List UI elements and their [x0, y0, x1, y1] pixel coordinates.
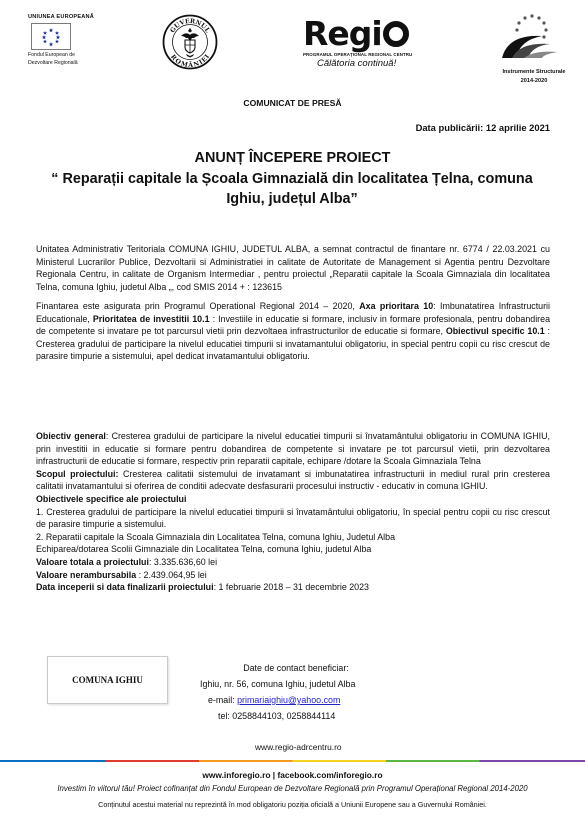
beneficiary-logo-box: COMUNA IGHIU	[47, 656, 168, 704]
press-release-label: COMUNICAT DE PRESĂ	[243, 98, 342, 108]
eu-logo	[28, 14, 106, 67]
project-title: “ Reparații capitale la Școala Gimnazială din localitatea Țelna, comuna Ighiu, județul Alba”	[51, 171, 533, 207]
instr-caption-2: 2014-2020	[520, 77, 548, 84]
total-value: Valoare totala a proiectului: 3.335.636,60 lei	[36, 556, 218, 567]
email-link[interactable]: primariaighiu@yahoo.com	[237, 695, 341, 705]
footer-links[interactable]: www.inforegio.ro | facebook.com/inforegio.ro	[202, 770, 383, 780]
regio-slogan: Călătoria continuă!	[317, 58, 397, 69]
footer-color-band	[0, 760, 585, 762]
contact-email-row: e-mail: primariaighiu@yahoo.com	[208, 695, 341, 705]
eu-logo-title: UNIUNEA EUROPEANĂ	[28, 14, 94, 20]
intro-paragraph: Unitatea Administrativ Teritoriala COMUNA IGHIU, JUDETUL ALBA, a semnat contractul de finantare nr. 6774 / 22.03.2021 cu Ministerul Lucrarilor Publice, Dezvoltarii si Administratiei in calitate de Autoritate de Management si Agentia pentru Dezvoltare Regionala Centru, in calitate de Organism Intermediar , pentru proiectul „Reparatii capitale la Scoala Gimnaziala din localitatea Telna, comuna Ighiu, judetul Alba „, cod SMIS 2014 + : 123615	[36, 244, 550, 292]
specific-objective-1: 1. Cresterea gradului de participare la nivelul educatiei timpurii si învatamântului obligatoriu, în special pentru copii cu risc crescut de parasire timpurie a sistemului.	[36, 506, 550, 530]
seal-top-text: GUVERNUL	[169, 17, 212, 35]
contact-phone: tel: 0258844103, 0258844114	[218, 711, 336, 721]
non-reimbursable-value: Valoare nerambursabila : 2.439.064,95 lei	[36, 569, 207, 580]
general-objective: Obiectiv general: Cresterea gradului de participare la nivelul educatiei timpurii si învatamântului obligatoriu in COMUNA IGHIU, prin investitii in educatie si formare pentru dobandirea de competente si invatare pe tot parcursul vietii, prin dezvoltarea infrastructurii de educatie si formare, respectiv prin reparatii capitale, echipare /dotare la Scoala Gimnaziala Telna	[36, 431, 550, 467]
website-link[interactable]: www.regio-adrcentru.ro	[255, 742, 342, 752]
contact-address: Ighiu, nr. 56, comuna Ighiu, judetul Alba	[200, 679, 356, 689]
romanian-government-seal	[162, 14, 218, 70]
contact-title: Date de contact beneficiar:	[243, 663, 349, 673]
eu-flag-icon	[31, 23, 71, 50]
priority-axis: Axa prioritara 10	[359, 301, 434, 311]
instr-caption-1: Instrumente Structurale	[502, 69, 566, 75]
regio-program-text: PROGRAMUL OPERAȚIONAL REGIONAL CENTRU	[303, 52, 413, 57]
investment-priority: Prioritatea de investitii 10.1	[92, 313, 210, 324]
structural-instruments-icon	[498, 12, 564, 62]
financing-paragraph: Finantarea este asigurata prin Programul Operational Regional 2014 – 2020, Axa prioritara 10: Imbunatatirea Infrastructurii Educationale, Prioritatea de investitii 10.1 : Investiile in educatie si formare, inclusiv in formare profesionala, pentru dobandirea de competente si invatare pe tot parcursul vietii prin dezvoltaea infrastructurilor de educatie si formare, Obiectivul specific 10.1 : Cresterea gradului de participare la nivelul educatiei timpurii si invatamantului obligatoriu, in special pentru copii cu risc crescut de parasire timpurie a sistemului, apel dedicat invatamantului obligatoriu.	[36, 301, 551, 362]
footer-cofinancing-note: Investim în viitorul tău! Proiect cofinanțat din Fondul European de Dezvoltare Regională prin Programul Operațional Regional 2014-2020	[57, 784, 528, 793]
project-dates: Data inceperii si data finalizarii proiectului: 1 februarie 2018 – 31 decembrie 2023	[36, 582, 369, 593]
publication-date: Data publicării: 12 aprilie 2021	[415, 122, 550, 133]
instrumente-structurale-logo	[498, 12, 578, 84]
seal-bottom-text: ROMÂNIEI	[169, 53, 212, 70]
footer-disclaimer: Conținutul acestui material nu reprezintă în mod obligatoriu poziția oficială a Uniunii Europene sau a Guvernului României.	[98, 800, 487, 809]
specific-objectives-heading: Obiectivele specifice ale proiectului	[36, 493, 187, 504]
regio-wordmark: Regi	[303, 16, 438, 52]
specific-objective-2: 2. Reparatii capitale la Scoala Gimnaziala din Localitatea Telna, comuna Ighiu, Judetul Alba	[36, 531, 396, 542]
regio-o-icon	[383, 21, 409, 47]
eu-logo-caption-1: Fondul European de	[28, 52, 76, 58]
specific-objective: Obiectivul specific 10.1	[445, 326, 545, 337]
specific-objective-3: Echiparea/dotarea Scolii Gimnaziale din Localitatea Telna, comuna Ighiu, judetul Alba	[36, 544, 372, 555]
contact-block	[196, 660, 416, 724]
page-title: ANUNȚ ÎNCEPERE PROIECT	[194, 150, 391, 166]
project-details	[36, 430, 550, 594]
project-scope: Scopul proiectului: Cresterea calitatii sistemului de invatamant si imbunatatirea infrastructurii in mediul rural prin cresterea calitatii invatamantului si oferirea de conditii adecvate desfasurarii procesului instructiv - educativ in comuna IGHIU.	[36, 468, 550, 492]
eu-logo-caption-2: Dezvoltare Regională	[28, 60, 78, 67]
regio-logo	[303, 16, 438, 69]
